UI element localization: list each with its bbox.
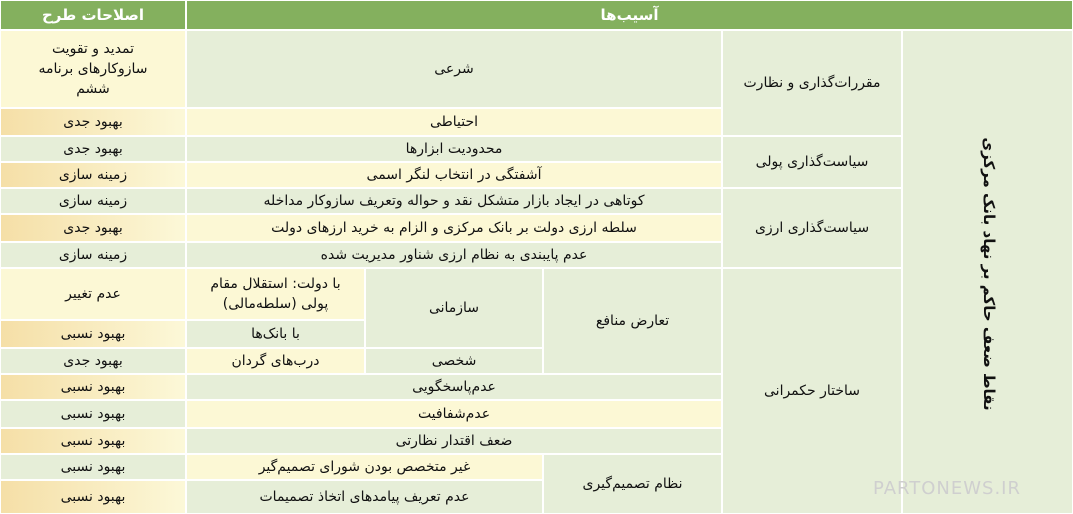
reform-r11: بهبود نسبی bbox=[0, 374, 186, 400]
header-reforms: اصلاحات طرح bbox=[0, 0, 186, 30]
main-label: نقاط ضعف حاکم بر نهاد بانک مرکزی bbox=[980, 137, 998, 411]
reform-r15: بهبود نسبی bbox=[0, 480, 186, 514]
subcategory-conflict: تعارض منافع bbox=[543, 268, 722, 374]
category-governance: ساختار حکمرانی bbox=[722, 268, 902, 514]
harm-nonexpert: غیر متخصص بودن شورای تصمیم‌گیر bbox=[186, 454, 543, 480]
subcategory-decision: نظام تصمیم‌گیری bbox=[543, 454, 722, 514]
harm-fx-dominance: سلطه ارزی دولت بر بانک مرکزی و الزام به خرید ارزهای دولت bbox=[186, 214, 722, 242]
reform-r2: بهبود جدی bbox=[0, 108, 186, 136]
category-fx: سیاست‌گذاری ارزی bbox=[722, 188, 902, 268]
reform-r6: بهبود جدی bbox=[0, 214, 186, 242]
reform-r8: عدم تغییر bbox=[0, 268, 186, 320]
harm-float: عدم پایبندی به نظام ارزی شناور مدیریت شده bbox=[186, 242, 722, 268]
harm-prudential: احتیاطی bbox=[186, 108, 722, 136]
reform-r4: زمینه سازی bbox=[0, 162, 186, 188]
harm-market: کوتاهی در ایجاد بازار متشکل نقد و حواله وتعریف سازوکار مداخله bbox=[186, 188, 722, 214]
harm-tools: محدودیت ابزارها bbox=[186, 136, 722, 162]
harm-accountability: عدم‌پاسخگویی bbox=[186, 374, 722, 400]
harm-anchor: آشفتگی در انتخاب لنگر اسمی bbox=[186, 162, 722, 188]
harm-sharia: شرعی bbox=[186, 30, 722, 108]
harm-consequences: عدم تعریف پیامدهای اتخاذ تصمیمات bbox=[186, 480, 543, 514]
reform-r5: زمینه سازی bbox=[0, 188, 186, 214]
reform-r7: زمینه سازی bbox=[0, 242, 186, 268]
harm-banks: با بانک‌ها bbox=[186, 320, 365, 348]
reform-r14: بهبود نسبی bbox=[0, 454, 186, 480]
harm-transparency: عدم‌شفافیت bbox=[186, 400, 722, 428]
harm-revolving: درب‌های گردان bbox=[186, 348, 365, 374]
harm-gov-independence: با دولت: استقلال مقام پولی (سلطه‌مالی) bbox=[186, 268, 365, 320]
reform-r13: بهبود نسبی bbox=[0, 428, 186, 454]
harm-supervisory: ضعف اقتدار نظارتی bbox=[186, 428, 722, 454]
type-organizational: سازمانی bbox=[365, 268, 543, 348]
type-personal: شخصی bbox=[365, 348, 543, 374]
reform-r1: تمدید و تقویت سازوکارهای برنامه ششم bbox=[0, 30, 186, 108]
category-monetary: سیاست‌گذاری پولی bbox=[722, 136, 902, 188]
watermark: PARTONEWS.IR bbox=[873, 478, 1021, 499]
reform-r10: بهبود جدی bbox=[0, 348, 186, 374]
category-regulation: مقررات‌گذاری و نظارت bbox=[722, 30, 902, 136]
header-harms: آسیب‌ها bbox=[186, 0, 1073, 30]
main-label-cell bbox=[902, 30, 1073, 514]
reform-r9: بهبود نسبی bbox=[0, 320, 186, 348]
reform-r12: بهبود نسبی bbox=[0, 400, 186, 428]
reform-r3: بهبود جدی bbox=[0, 136, 186, 162]
